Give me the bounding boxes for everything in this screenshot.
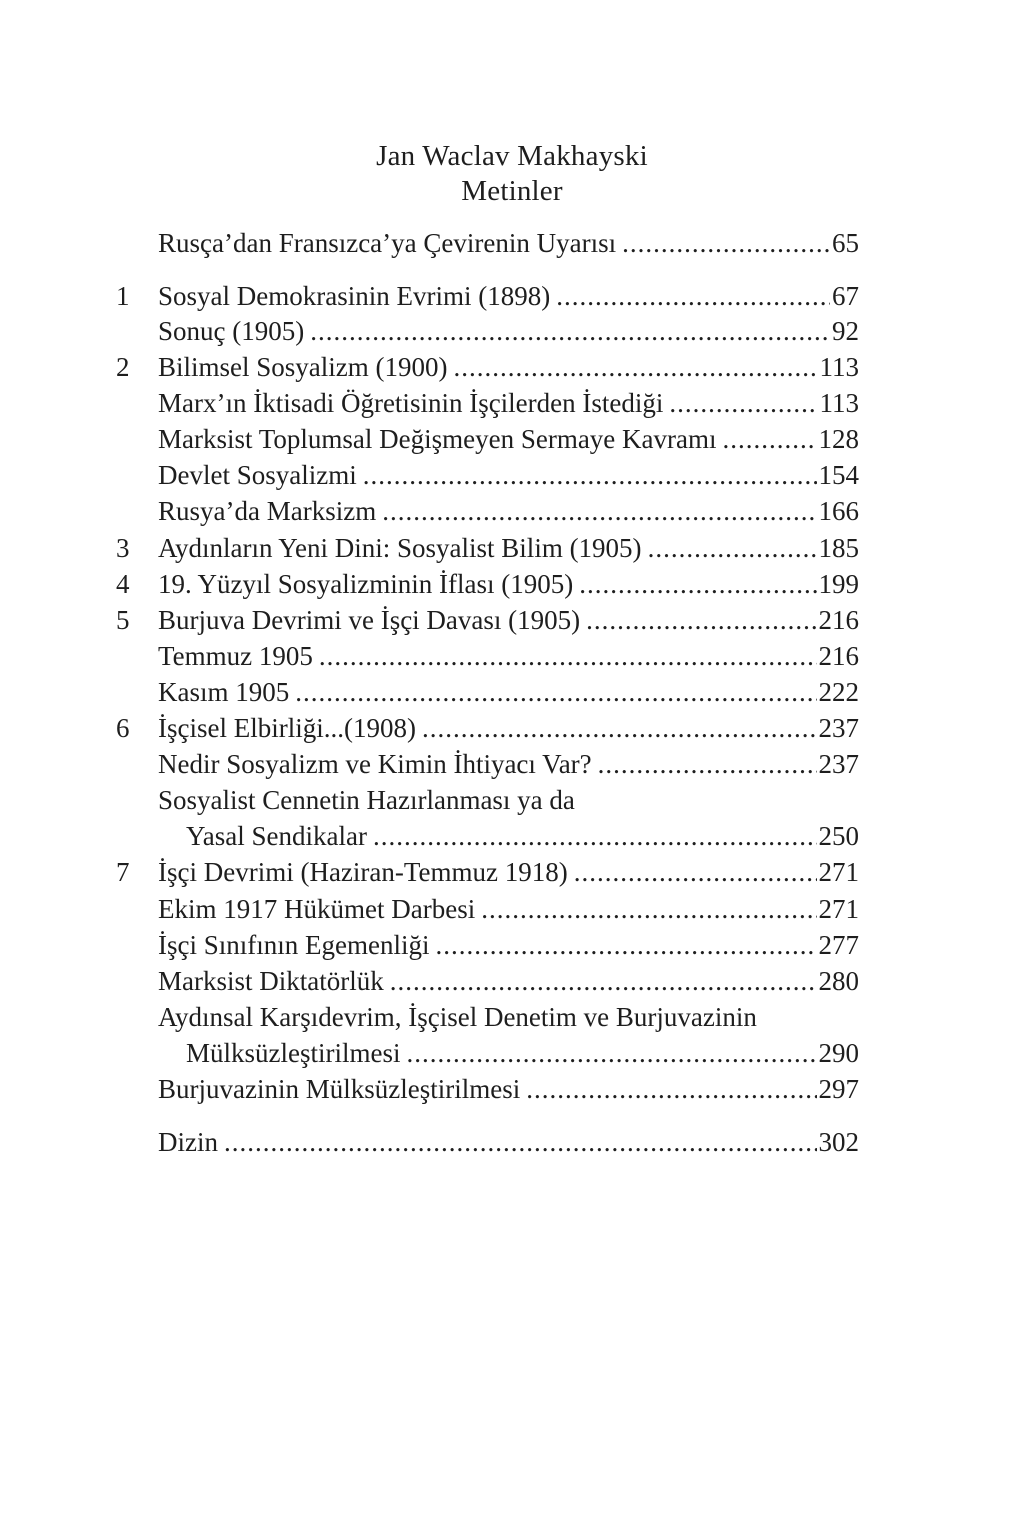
- toc-chapter-number: 4: [116, 569, 130, 599]
- toc-entry-title: Ekim 1917 Hükümet Darbesi: [158, 894, 476, 924]
- toc-entry-title: Rusya’da Marksizm: [158, 496, 377, 526]
- toc-page-number: 237: [818, 749, 859, 779]
- toc-entry-title: Nedir Sosyalizm ve Kimin İhtiyacı Var?: [158, 749, 592, 779]
- toc-leader-dots: [295, 674, 816, 710]
- toc-entry: [0, 602, 1024, 638]
- toc-entry: [0, 566, 1024, 602]
- toc-page-number: 237: [818, 713, 859, 743]
- toc-entry: [0, 963, 1024, 999]
- toc-leader-dots: [435, 927, 816, 963]
- toc-entry: [0, 457, 1024, 493]
- toc-page-number: 67: [832, 281, 859, 311]
- toc-leader-dots: [574, 854, 817, 890]
- toc-chapter-number: 5: [116, 605, 130, 635]
- toc-page-number: 280: [818, 966, 859, 996]
- toc-entry-title: Devlet Sosyalizmi: [158, 460, 357, 490]
- toc-entry: [0, 818, 1024, 854]
- book-subtitle: Metinler: [461, 175, 563, 207]
- toc-page-number: 166: [818, 496, 859, 526]
- toc-entry: [0, 385, 1024, 421]
- toc-page-number: 128: [818, 424, 859, 454]
- toc-page-number: 222: [818, 677, 859, 707]
- toc-page-number: 113: [819, 352, 859, 382]
- toc-entry: [0, 854, 1024, 890]
- toc-entry-title: Aydınsal Karşıdevrim, İşçisel Denetim ve Burjuvazinin: [158, 1002, 757, 1032]
- toc-entry-title: Burjuva Devrimi ve İşçi Davası (1905): [158, 605, 581, 635]
- toc-leader-dots: [319, 638, 817, 674]
- toc-chapter-number: 6: [116, 713, 130, 743]
- toc-entry: [0, 638, 1024, 674]
- toc-chapter-number: 2: [116, 352, 130, 382]
- toc-entry-title: Marx’ın İktisadi Öğretisinin İşçilerden İstediği: [158, 388, 664, 418]
- toc-leader-dots: [310, 313, 830, 349]
- toc-entry: [0, 927, 1024, 963]
- toc-entry-title: Dizin: [158, 1127, 218, 1157]
- toc-entry-title: İşçi Sınıfının Egemenliği: [158, 930, 430, 960]
- toc-leader-dots: [390, 963, 817, 999]
- toc-page-number: 65: [832, 228, 859, 258]
- toc-leader-dots: [648, 530, 817, 566]
- toc-leader-dots: [422, 710, 817, 746]
- toc-leader-dots: [598, 746, 817, 782]
- toc-entry-title: İşçisel Elbirliği...(1908): [158, 713, 416, 743]
- toc-entry-title: Mülksüzleştirilmesi: [186, 1038, 401, 1068]
- toc-leader-dots: [481, 891, 816, 927]
- toc-leader-dots: [556, 278, 830, 314]
- toc-entry: [0, 891, 1024, 927]
- toc-entry: [0, 1071, 1024, 1107]
- toc-page-number: 250: [818, 821, 859, 851]
- toc-page-number: 216: [818, 605, 859, 635]
- toc-page-number: 154: [818, 460, 859, 490]
- toc-entry-title: Bilimsel Sosyalizm (1900): [158, 352, 448, 382]
- toc-entry: [0, 421, 1024, 457]
- toc-entry-title: Burjuvazinin Mülksüzleştirilmesi: [158, 1074, 521, 1104]
- toc-leader-dots: [454, 349, 818, 385]
- toc-page-number: 185: [818, 533, 859, 563]
- toc-entry: [0, 225, 1024, 261]
- toc-page-number: 297: [818, 1074, 859, 1104]
- toc-entry-title: Sosyalist Cennetin Hazırlanması ya da: [158, 785, 575, 815]
- toc-entry-title: Yasal Sendikalar: [186, 821, 367, 851]
- toc-leader-dots: [224, 1124, 817, 1160]
- toc-entry-title: Temmuz 1905: [158, 641, 313, 671]
- toc-page-number: 113: [819, 388, 859, 418]
- toc-entry-title: Sonuç (1905): [158, 316, 305, 346]
- toc-chapter-number: 1: [116, 281, 130, 311]
- toc-chapter-number: 7: [116, 857, 130, 887]
- toc-entry: [0, 530, 1024, 566]
- toc-leader-dots: [586, 602, 816, 638]
- toc-entry-title: İşçi Devrimi (Haziran-Temmuz 1918): [158, 857, 568, 887]
- toc-leader-dots: [382, 493, 816, 529]
- toc-entry: [0, 493, 1024, 529]
- toc-chapter-number: 3: [116, 533, 130, 563]
- toc-entry-title: Aydınların Yeni Dini: Sosyalist Bilim (1905): [158, 533, 642, 563]
- toc-entry: [0, 313, 1024, 349]
- toc-entry-first-line: [0, 999, 1024, 1035]
- toc-page-number: 277: [818, 930, 859, 960]
- toc-entry: [0, 746, 1024, 782]
- toc-entry: [0, 1124, 1024, 1160]
- toc-leader-dots: [579, 566, 816, 602]
- toc-leader-dots: [622, 225, 830, 261]
- toc-page-number: 271: [818, 857, 859, 887]
- toc-entry-title: Marksist Toplumsal Değişmeyen Sermaye Kavramı: [158, 424, 717, 454]
- toc-leader-dots: [373, 818, 817, 854]
- toc-page-number: 199: [818, 569, 859, 599]
- toc-leader-dots: [406, 1035, 816, 1071]
- toc-entry-title: Sosyal Demokrasinin Evrimi (1898): [158, 281, 551, 311]
- book-author: Jan Waclav Makhayski: [376, 140, 648, 172]
- toc-page-number: 92: [832, 316, 859, 346]
- toc-leader-dots: [723, 421, 817, 457]
- toc-page-number: 290: [818, 1038, 859, 1068]
- toc-leader-dots: [363, 457, 817, 493]
- toc-leader-dots: [669, 385, 817, 421]
- toc-entry-title: 19. Yüzyıl Sosyalizminin İflası (1905): [158, 569, 574, 599]
- toc-entry-title: Kasım 1905: [158, 677, 290, 707]
- toc-entry: [0, 710, 1024, 746]
- toc-leader-dots: [526, 1071, 816, 1107]
- toc-entry: [0, 349, 1024, 385]
- toc-entry-title: Marksist Diktatörlük: [158, 966, 384, 996]
- toc-page-number: 271: [818, 894, 859, 924]
- toc-entry-title: Rusça’dan Fransızca’ya Çevirenin Uyarısı: [158, 228, 617, 258]
- toc-entry: [0, 278, 1024, 314]
- toc-entry: [0, 1035, 1024, 1071]
- toc-page-number: 302: [818, 1127, 859, 1157]
- toc-entry: [0, 674, 1024, 710]
- toc-entry-first-line: [0, 782, 1024, 818]
- toc-page-number: 216: [818, 641, 859, 671]
